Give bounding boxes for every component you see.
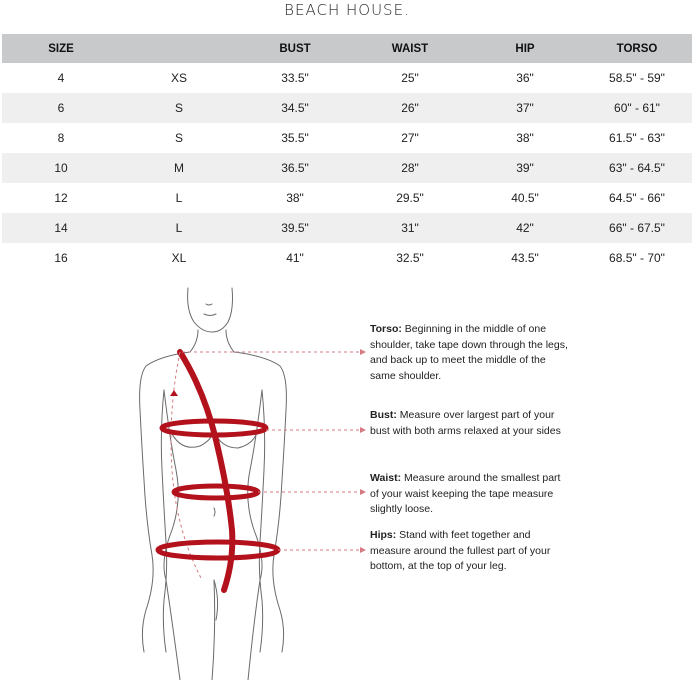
cell-letter: M xyxy=(120,153,238,183)
brand-logo: BEACH HOUSE. xyxy=(284,1,410,19)
cell-size: 6 xyxy=(2,93,120,123)
cell-torso: 64.5" - 66" xyxy=(609,191,665,205)
bust-label: Bust: xyxy=(370,409,397,421)
cell-size: 16 xyxy=(54,251,68,265)
cell-waist: 32.5" xyxy=(396,251,424,265)
header-size: SIZE xyxy=(2,34,120,63)
header-letter-size xyxy=(120,34,238,63)
cell-hip: 37" xyxy=(468,93,582,123)
waist-instruction xyxy=(370,471,570,518)
cell-torso: 60" - 61" xyxy=(582,93,692,123)
header-torso: TORSO xyxy=(582,34,692,63)
table-row xyxy=(2,153,692,183)
table-row xyxy=(2,183,692,213)
torso-label: Torso: xyxy=(370,323,402,335)
cell-waist: 31" xyxy=(352,213,468,243)
table-header-row xyxy=(2,34,692,63)
cell-torso: 61.5" - 63" xyxy=(609,131,665,145)
cell-size: 8 xyxy=(57,131,65,145)
cell-letter: L xyxy=(175,191,183,205)
cell-hip: 39" xyxy=(468,153,582,183)
cell-torso: 66" - 67.5" xyxy=(582,213,692,243)
cell-hip: 36" xyxy=(516,71,534,85)
cell-hip: 42" xyxy=(468,213,582,243)
cell-torso: 58.5" - 59" xyxy=(609,71,665,85)
hips-instruction xyxy=(370,528,570,575)
cell-waist: 27" xyxy=(401,131,419,145)
cell-size: 10 xyxy=(2,153,120,183)
torso-text: Beginning in the middle of one shoulder, take tape down through the legs, and back up to meet the middle of the same shoulder. xyxy=(370,323,568,382)
header-bust: BUST xyxy=(238,34,352,63)
waist-text: Measure around the smallest part of your waist keeping the tape measure slightly loose. xyxy=(370,472,561,515)
table-row xyxy=(2,243,692,273)
cell-waist: 28" xyxy=(352,153,468,183)
cell-letter: L xyxy=(120,213,238,243)
cell-bust: 41" xyxy=(286,251,304,265)
cell-waist: 29.5" xyxy=(396,191,424,205)
cell-bust: 36.5" xyxy=(238,153,352,183)
header-waist: WAIST xyxy=(352,34,468,63)
hips-label: Hips: xyxy=(370,529,397,541)
cell-hip: 43.5" xyxy=(511,251,539,265)
cell-hip: 38" xyxy=(516,131,534,145)
header-hip: HIP xyxy=(468,34,582,63)
cell-bust: 33.5" xyxy=(281,71,309,85)
cell-torso: 63" - 64.5" xyxy=(582,153,692,183)
cell-bust: 39.5" xyxy=(238,213,352,243)
table-row xyxy=(2,93,692,123)
cell-size: 12 xyxy=(54,191,68,205)
cell-waist: 25" xyxy=(401,71,419,85)
cell-letter: XS xyxy=(170,71,187,85)
cell-letter: XL xyxy=(171,251,187,265)
table-row xyxy=(2,213,692,243)
size-chart-table xyxy=(2,34,692,273)
cell-torso: 68.5" - 70" xyxy=(609,251,665,265)
table-row xyxy=(2,63,692,93)
waist-label: Waist: xyxy=(370,472,402,484)
cell-waist: 26" xyxy=(352,93,468,123)
table-row xyxy=(2,123,692,153)
cell-size: 4 xyxy=(57,71,65,85)
body-measurement-illustration xyxy=(120,280,380,680)
bust-instruction xyxy=(370,408,570,439)
cell-bust: 35.5" xyxy=(281,131,309,145)
torso-instruction xyxy=(370,322,570,384)
bust-text: Measure over largest part of your bust with both arms relaxed at your sides xyxy=(370,409,561,437)
cell-letter: S xyxy=(174,131,183,145)
cell-size: 14 xyxy=(2,213,120,243)
cell-hip: 40.5" xyxy=(511,191,539,205)
cell-letter: S xyxy=(120,93,238,123)
cell-bust: 38" xyxy=(286,191,304,205)
hips-text: Stand with feet together and measure around the fullest part of your bottom, at the top of your leg. xyxy=(370,529,551,572)
cell-bust: 34.5" xyxy=(238,93,352,123)
